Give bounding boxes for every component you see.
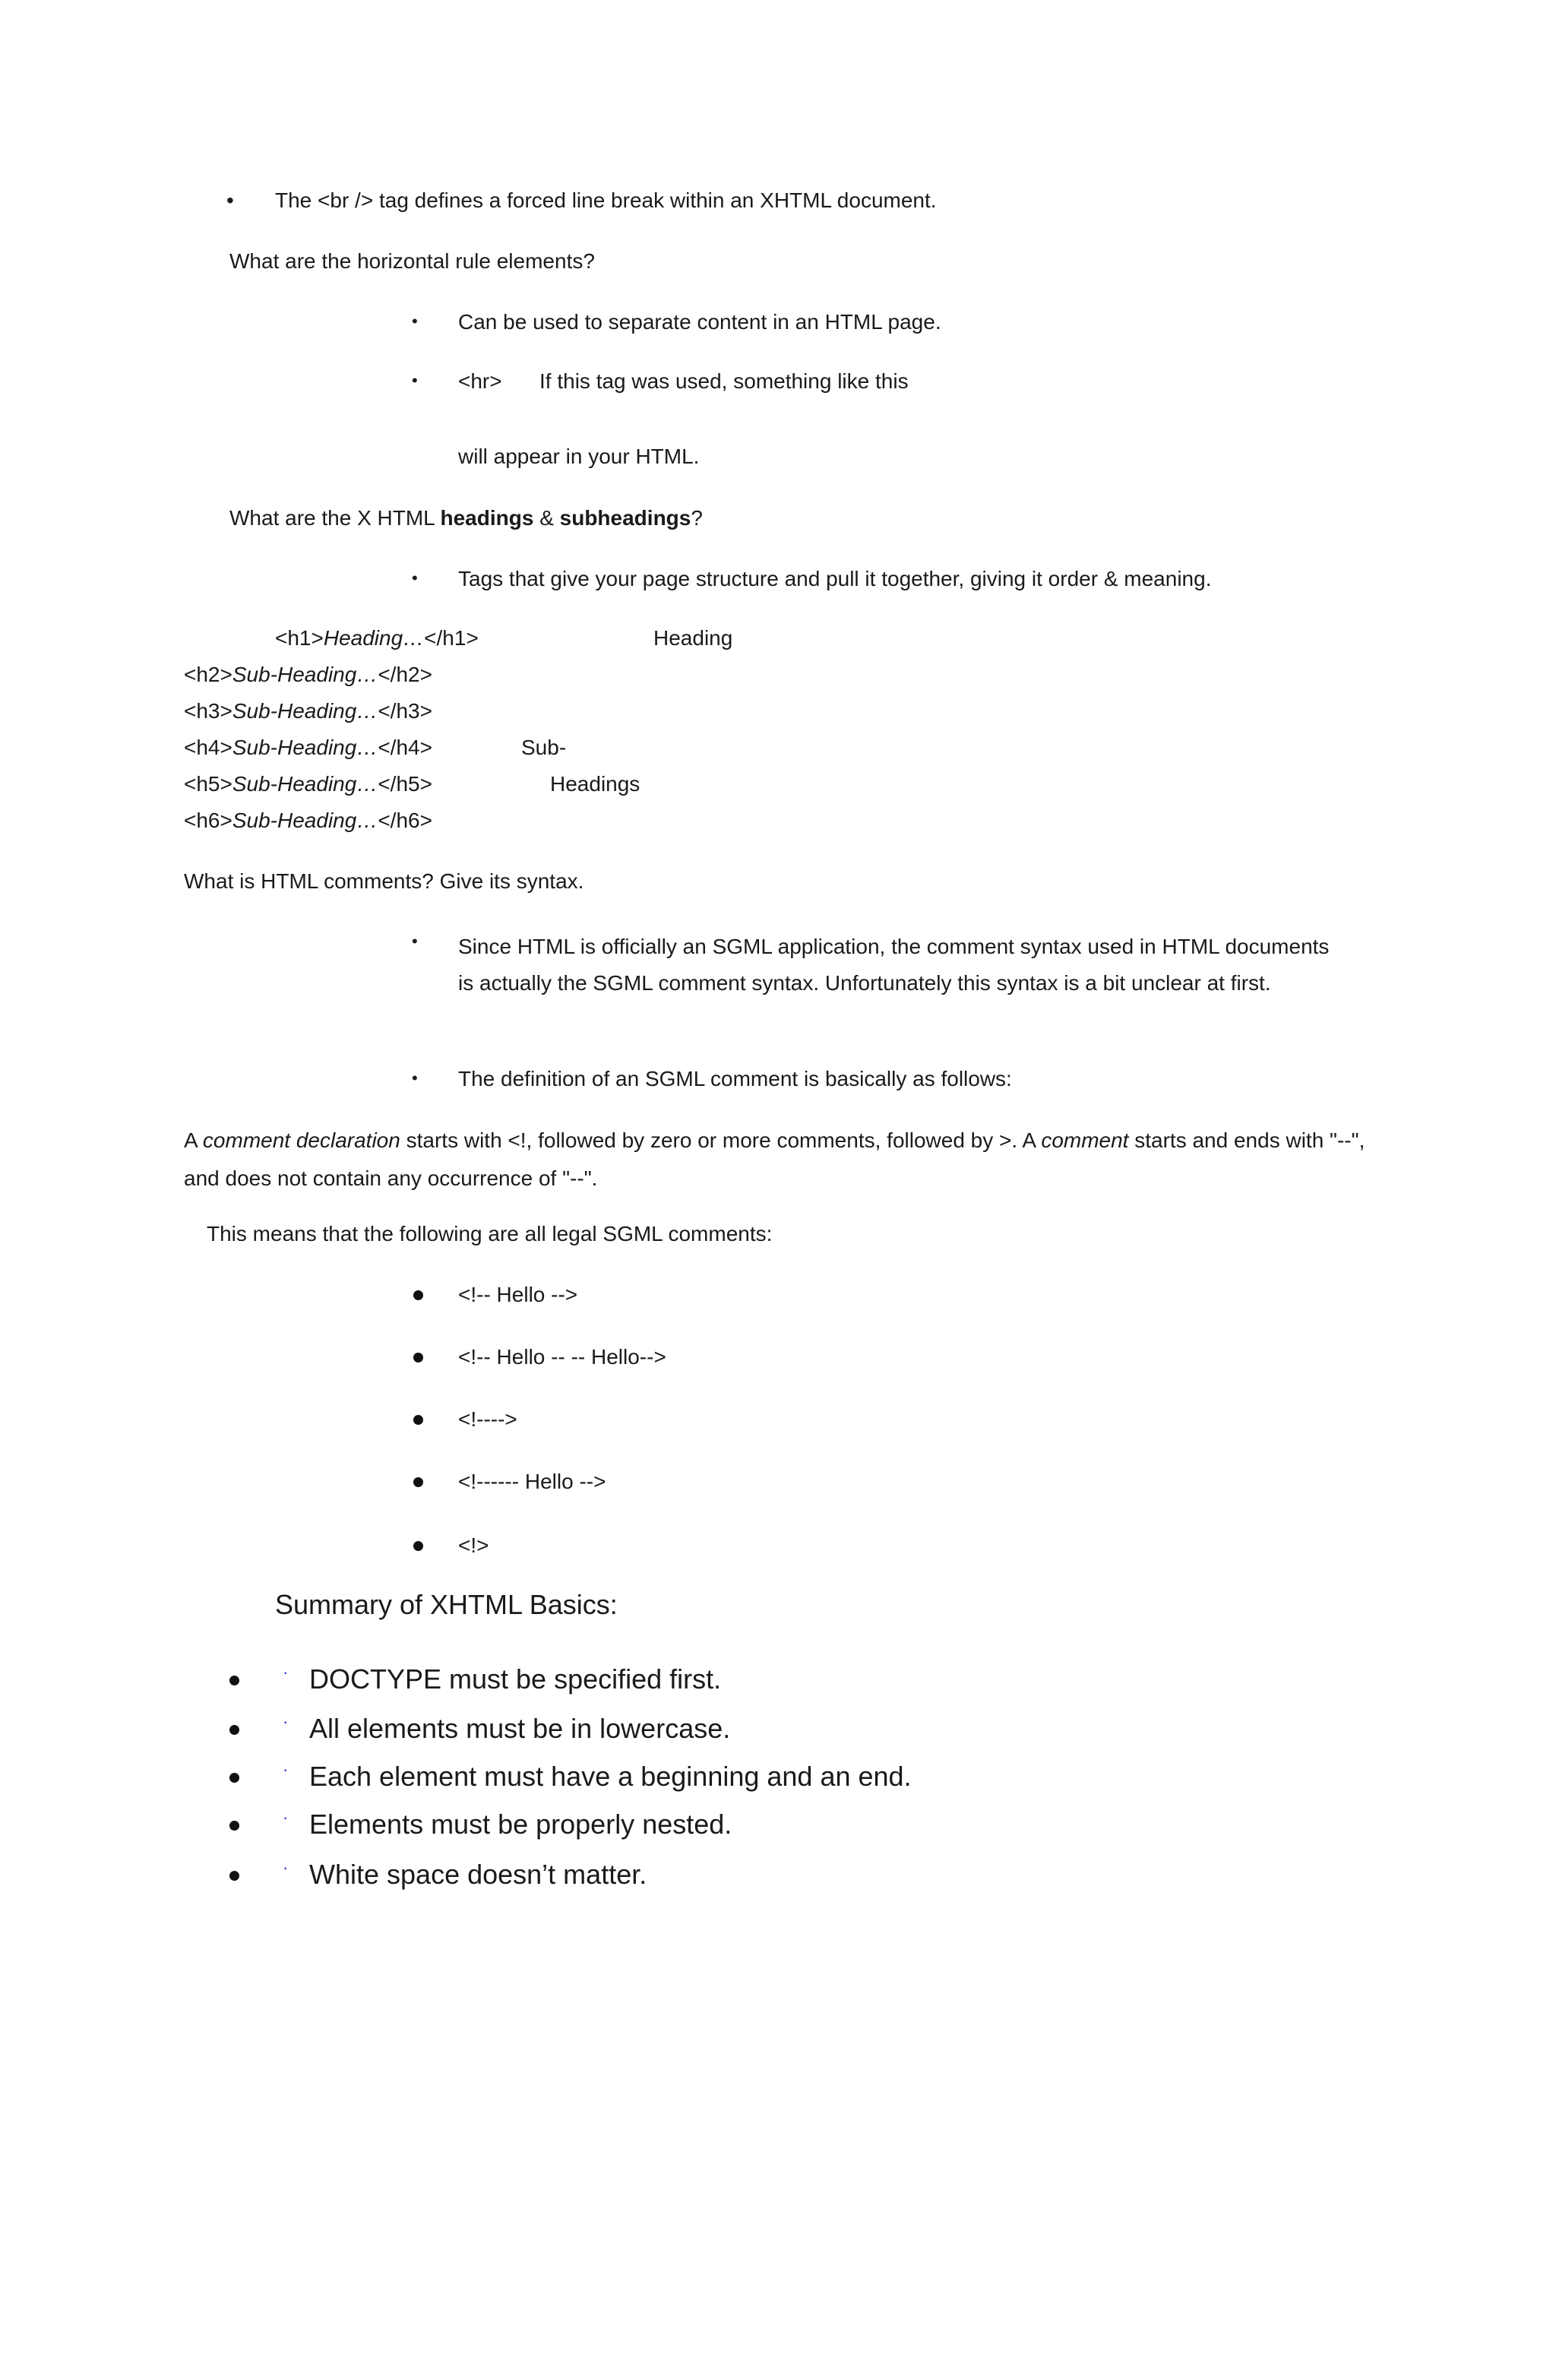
bullet-dot [229,1773,239,1783]
bullet-dot [229,1725,239,1735]
legal-comment-1: <!-- Hello --> [458,1283,578,1306]
summary-item-lowercase: All elements must be in lowercase. [309,1713,731,1744]
headings-question: What are the X HTML headings & subheadings? [229,506,703,530]
legal-comment-3: <!----> [458,1407,517,1431]
summary-bullet-mark: · [283,1858,289,1877]
bullet-dot [413,1415,423,1425]
hr-item-separate: Can be used to separate content in an HTML page. [458,310,941,334]
legal-comment-5: <!> [458,1533,489,1557]
comment-declaration-paragraph: A comment declaration starts with <!, followed by zero or more comments, followed by >. A comment starts and ends with "--", and does not contain any occurrence of "--". [184,1128,1365,1190]
hr-item-example-cont: will appear in your HTML. [458,445,700,468]
subheading-side-label-cont: Headings [550,772,640,796]
legal-comments-intro: This means that the following are all legal SGML comments: [207,1222,773,1245]
bullet-dot [413,1353,423,1362]
comments-question: What is HTML comments? Give its syntax. [184,869,584,893]
heading-tag-h1: <h1>Heading…</h1> [275,626,479,650]
heading-tag-h2: <h2>Sub-Heading…</h2> [184,663,432,686]
summary-title: Summary of XHTML Basics: [275,1589,618,1620]
sgml-paragraph: Since HTML is officially an SGML application, the comment syntax used in HTML documents is actually the SGML comment syntax. Unfortunately this syntax is a bit unclear at first. [458,935,1330,995]
summary-item-begin-end: Each element must have a beginning and an end. [309,1761,912,1792]
hr-tag: <hr> [458,369,502,393]
summary-bullet-mark: · [283,1808,289,1827]
summary-bullet-mark: · [283,1712,289,1731]
bullet: • [412,568,418,587]
heading-tag-h6: <h6>Sub-Heading…</h6> [184,809,432,832]
bullet-dot [413,1541,423,1551]
heading-tag-h4: <h4>Sub-Heading…</h4> [184,736,432,759]
bullet: • [412,312,418,331]
bullet-dot [413,1290,423,1300]
heading-side-label: Heading [653,626,733,650]
headings-description: Tags that give your page structure and pull it together, giving it order & meaning. [458,567,1212,590]
heading-tag-h3: <h3>Sub-Heading…</h3> [184,699,432,723]
summary-bullet-mark: · [283,1663,289,1682]
bullet: • [412,1068,418,1087]
hr-item-example: If this tag was used, something like this [539,369,909,393]
heading-tag-h5: <h5>Sub-Heading…</h5> [184,772,432,796]
bullet-dot [229,1676,239,1685]
subheading-side-label: Sub- [521,736,567,759]
bullet: • [226,188,234,212]
summary-item-doctype: DOCTYPE must be specified first. [309,1663,722,1695]
sgml-definition-line: The definition of an SGML comment is basically as follows: [458,1067,1012,1090]
legal-comment-4: <!------ Hello --> [458,1470,606,1493]
legal-comment-2: <!-- Hello -- -- Hello--> [458,1345,666,1369]
bullet-dot [229,1871,239,1881]
bullet: • [412,371,418,390]
summary-item-whitespace: White space doesn’t matter. [309,1859,647,1890]
br-tag-description: The <br /> tag defines a forced line break within an XHTML document. [275,188,937,212]
bullet-dot [229,1821,239,1831]
summary-item-nested: Elements must be properly nested. [309,1809,732,1840]
hr-question: What are the horizontal rule elements? [229,249,595,273]
bullet-dot [413,1477,423,1487]
bullet: • [412,932,418,951]
summary-bullet-mark: · [283,1760,289,1779]
